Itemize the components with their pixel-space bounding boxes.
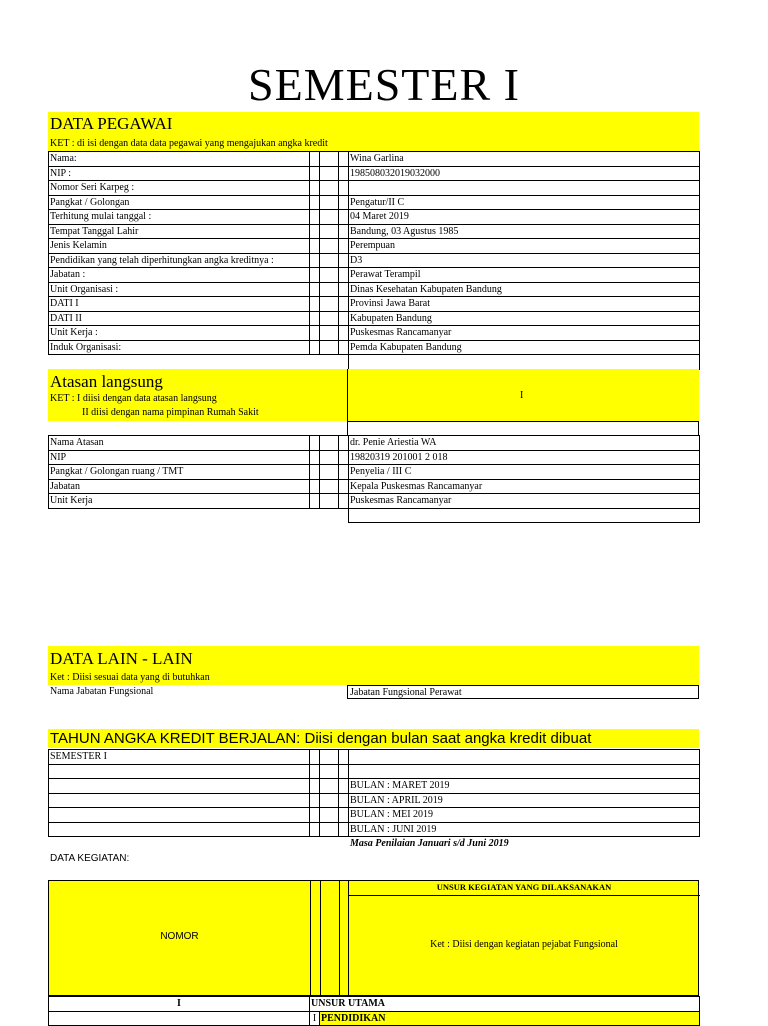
- pegawai-value: Provinsi Jawa Barat: [349, 297, 700, 312]
- lain-label: Nama Jabatan Fungsional: [50, 686, 154, 697]
- lain-value: Jabatan Fungsional Perawat: [347, 685, 699, 699]
- pegawai-label: DATI II: [49, 311, 310, 326]
- pegawai-row: [49, 239, 700, 254]
- spacer-cell: [339, 494, 349, 509]
- pegawai-row: [49, 152, 700, 167]
- spacer-cell: [320, 181, 339, 196]
- atasan-value: Penyelia / III C: [349, 465, 700, 480]
- pegawai-row: [49, 210, 700, 225]
- spacer-cell: [310, 297, 320, 312]
- spacer-cell: [320, 311, 339, 326]
- pegawai-value: [349, 181, 700, 196]
- pegawai-value: Dinas Kesehatan Kabupaten Bandung: [349, 282, 700, 297]
- spacer-cell: [349, 508, 700, 523]
- pegawai-value: Pemda Kabupaten Bandung: [349, 340, 700, 355]
- spacer-cell: [310, 465, 320, 480]
- month-2: BULAN : APRIL 2019: [349, 793, 700, 808]
- pegawai-label: Unit Organisasi :: [49, 282, 310, 297]
- spacer-cell: [49, 508, 310, 523]
- tahun-semester: SEMESTER I: [49, 750, 310, 765]
- spacer-cell: [320, 253, 339, 268]
- pegawai-row: [49, 297, 700, 312]
- spacer-cell: [339, 152, 349, 167]
- unsur-ket: Ket : Diisi dengan kegiatan pejabat Fungsional: [430, 939, 618, 950]
- atasan-row: [49, 436, 700, 451]
- page-title: SEMESTER I: [248, 59, 520, 110]
- spacer-cell: [320, 494, 339, 509]
- spacer-cell: [339, 297, 349, 312]
- spacer-cell: [320, 297, 339, 312]
- pendidikan-no: I: [310, 1011, 320, 1026]
- atasan-label: Jabatan: [49, 479, 310, 494]
- spacer-cell: [339, 450, 349, 465]
- pegawai-table: [48, 151, 700, 370]
- spacer-cell: [339, 282, 349, 297]
- tahun-header: TAHUN ANGKA KREDIT BERJALAN: Diisi dengan bulan saat angka kredit dibuat: [50, 730, 592, 747]
- spacer-cell: [339, 166, 349, 181]
- spacer-cell: [320, 195, 339, 210]
- spacer-cell: [320, 282, 339, 297]
- pegawai-label: Unit Kerja :: [49, 326, 310, 341]
- spacer-cell: [310, 355, 320, 370]
- spacer-cell: [310, 340, 320, 355]
- pegawai-value: Pengatur/II C: [349, 195, 700, 210]
- spacer-cell: [339, 436, 349, 451]
- pegawai-value: Bandung, 03 Agustus 1985: [349, 224, 700, 239]
- spacer-cell: [49, 355, 310, 370]
- spacer-cell: [310, 436, 320, 451]
- spacer-cell: [339, 508, 349, 523]
- pegawai-label: Terhitung mulai tanggal :: [49, 210, 310, 225]
- pegawai-row: [49, 326, 700, 341]
- spacer-cell: [320, 340, 339, 355]
- pegawai-row: [49, 282, 700, 297]
- spacer-cell: [339, 268, 349, 283]
- atasan-divider-h: [347, 421, 699, 422]
- pegawai-row: [49, 268, 700, 283]
- pegawai-value: Kabupaten Bandung: [349, 311, 700, 326]
- atasan-divider-r: [698, 421, 699, 435]
- pegawai-label: NIP :: [49, 166, 310, 181]
- pegawai-ket: KET : di isi dengan data data pegawai yang mengajukan angka kredit: [50, 138, 328, 149]
- unsur-utama-label: UNSUR UTAMA: [310, 997, 700, 1012]
- spacer-cell: [320, 508, 339, 523]
- pegawai-value: 04 Maret 2019: [349, 210, 700, 225]
- atasan-value: Kepala Puskesmas Rancamanyar: [349, 479, 700, 494]
- pegawai-label: DATI I: [49, 297, 310, 312]
- pegawai-row: [49, 224, 700, 239]
- spacer-cell: [320, 326, 339, 341]
- spacer-cell: [320, 355, 339, 370]
- spacer-cell: [320, 436, 339, 451]
- unsur-utama-no: I: [49, 997, 310, 1012]
- atasan-value: 19820319 201001 2 018: [349, 450, 700, 465]
- spacer-cell: [310, 311, 320, 326]
- spacer-cell: [320, 450, 339, 465]
- month-3: BULAN : MEI 2019: [349, 808, 700, 823]
- pegawai-row: [49, 181, 700, 196]
- spacer-cell: [310, 253, 320, 268]
- atasan-row: [49, 465, 700, 480]
- pegawai-row: [49, 311, 700, 326]
- spacer-cell: [339, 195, 349, 210]
- spacer-cell: [310, 326, 320, 341]
- pegawai-value: D3: [349, 253, 700, 268]
- spacer-cell: [310, 152, 320, 167]
- spacer-cell: [339, 311, 349, 326]
- atasan-table: [48, 435, 700, 523]
- spacer-cell: [339, 340, 349, 355]
- pegawai-value: Perawat Terampil: [349, 268, 700, 283]
- spacer-cell: [320, 224, 339, 239]
- kegiatan-label: DATA KEGIATAN:: [50, 853, 130, 864]
- spacer-cell: [310, 181, 320, 196]
- lain-header: DATA LAIN - LAIN: [50, 649, 193, 668]
- pegawai-header: DATA PEGAWAI: [50, 114, 173, 133]
- spacer-cell: [339, 326, 349, 341]
- pegawai-row: [49, 195, 700, 210]
- pegawai-label: Jenis Kelamin: [49, 239, 310, 254]
- atasan-row: [49, 494, 700, 509]
- spacer-cell: [339, 355, 349, 370]
- spacer-cell: [310, 195, 320, 210]
- pegawai-label: Pangkat / Golongan: [49, 195, 310, 210]
- spacer-cell: [339, 181, 349, 196]
- spacer-cell: [310, 210, 320, 225]
- spacer-cell: [320, 268, 339, 283]
- atasan-row: [49, 479, 700, 494]
- month-1: BULAN : MARET 2019: [349, 779, 700, 794]
- pendidikan-label: PENDIDIKAN: [320, 1011, 700, 1026]
- atasan-value: Puskesmas Rancamanyar: [349, 494, 700, 509]
- pegawai-row: [49, 166, 700, 181]
- pegawai-label: Jabatan :: [49, 268, 310, 283]
- masa-penilaian: Masa Penilaian Januari s/d Juni 2019: [350, 838, 509, 849]
- spacer-cell: [310, 282, 320, 297]
- pegawai-value: Puskesmas Rancamanyar: [349, 326, 700, 341]
- spacer-cell: [339, 210, 349, 225]
- spacer-cell: [320, 152, 339, 167]
- spacer-cell: [320, 166, 339, 181]
- atasan-divider: [347, 369, 348, 435]
- spacer-cell: [310, 508, 320, 523]
- pegawai-row: [49, 253, 700, 268]
- pegawai-value: Wina Garlina: [349, 152, 700, 167]
- lain-ket: Ket : Diisi sesuai data yang di butuhkan: [50, 672, 210, 683]
- spacer-cell: [310, 268, 320, 283]
- atasan-row: [49, 450, 700, 465]
- atasan-label: NIP: [49, 450, 310, 465]
- spacer-cell: [310, 166, 320, 181]
- spacer-cell: [339, 253, 349, 268]
- atasan-header: Atasan langsung: [50, 372, 163, 391]
- atasan-ket-2: II diisi dengan nama pimpinan Rumah Sakit: [82, 407, 259, 418]
- spacer-cell: [339, 239, 349, 254]
- spacer-cell: [349, 355, 700, 370]
- pegawai-label: Tempat Tanggal Lahir: [49, 224, 310, 239]
- atasan-label: Nama Atasan: [49, 436, 310, 451]
- spacer-cell: [310, 494, 320, 509]
- spacer-cell: [310, 479, 320, 494]
- unsur-header: UNSUR KEGIATAN YANG DILAKSANAKAN: [436, 882, 612, 892]
- atasan-label: Pangkat / Golongan ruang / TMT: [49, 465, 310, 480]
- pegawai-value: 198508032019032000: [349, 166, 700, 181]
- pegawai-value: Perempuan: [349, 239, 700, 254]
- atasan-label: Unit Kerja: [49, 494, 310, 509]
- pegawai-label: Pendidikan yang telah diperhitungkan angka kreditnya :: [49, 253, 310, 268]
- atasan-ket-1: KET : I diisi dengan data atasan langsung: [50, 393, 217, 404]
- spacer-cell: [320, 465, 339, 480]
- spacer-cell: [320, 239, 339, 254]
- atasan-value: dr. Penie Ariestia WA: [349, 436, 700, 451]
- spacer-cell: [339, 479, 349, 494]
- nomor-header: NOMOR: [160, 931, 199, 942]
- spacer-cell: [310, 224, 320, 239]
- pegawai-label: Nomor Seri Karpeg :: [49, 181, 310, 196]
- pegawai-label: Nama:: [49, 152, 310, 167]
- spacer-cell: [320, 479, 339, 494]
- atasan-marker: I: [520, 390, 524, 401]
- spacer-cell: [310, 450, 320, 465]
- spacer-cell: [339, 224, 349, 239]
- pegawai-label: Induk Organisasi:: [49, 340, 310, 355]
- kegiatan-header-block: [48, 880, 699, 996]
- tahun-table: [48, 749, 700, 837]
- kegiatan-table: [48, 996, 700, 1026]
- month-4: BULAN : JUNI 2019: [349, 822, 700, 837]
- spacer-cell: [339, 465, 349, 480]
- spacer-cell: [310, 239, 320, 254]
- spacer-cell: [320, 210, 339, 225]
- pegawai-row: [49, 340, 700, 355]
